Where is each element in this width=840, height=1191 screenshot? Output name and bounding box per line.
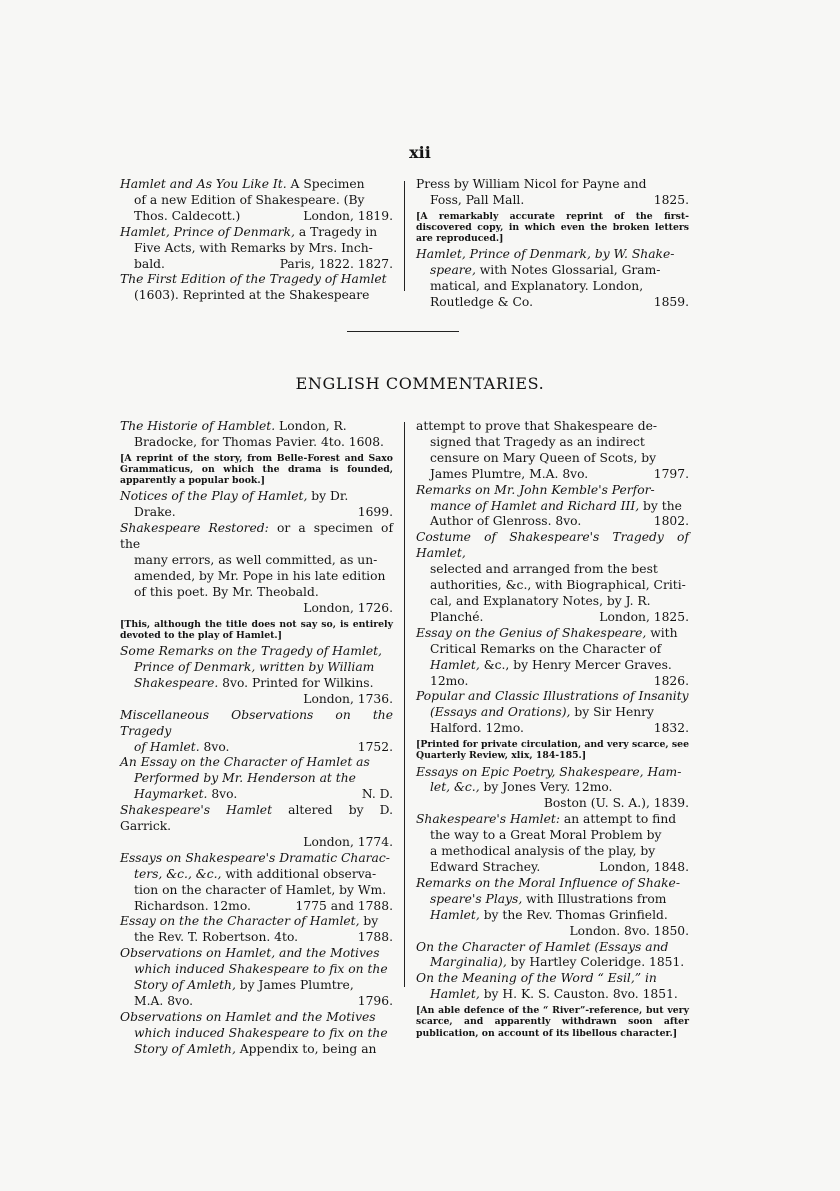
bibliography-entry — [416, 177, 689, 209]
entry-line — [416, 247, 689, 263]
entry-line — [120, 867, 393, 883]
entry-text: censure on Mary Queen of Scots, by — [430, 450, 657, 465]
entry-title: Observations on Hamlet and the Motives — [120, 1009, 376, 1024]
bibliography-entry — [120, 177, 393, 225]
entry-text: London, 1726. — [303, 600, 393, 615]
entry-line — [416, 530, 689, 562]
entry-text: by — [359, 914, 379, 929]
entry-title: The Historie of Hamblet. — [120, 419, 276, 433]
entry-text: with additional observa- — [221, 866, 377, 881]
entry-line — [416, 674, 689, 690]
bibliography-note: [A remarkably accurate reprint of the first-discovered copy, in which even the broken letters are reproduced.] — [416, 210, 689, 245]
entry-date: N. D. — [361, 787, 393, 802]
entry-line — [120, 288, 393, 304]
entry-line — [120, 419, 393, 435]
entry-title: Notices of the Play of Hamlet, — [120, 489, 308, 504]
entry-title: Marginalia), — [430, 955, 507, 970]
entry-line — [416, 626, 689, 642]
bottom-left-column — [120, 419, 393, 1058]
page-number: xii — [409, 143, 431, 162]
bibliography-note: [This, although the title does not say so, is entirely devoted to the play of Hamlet.] — [120, 618, 393, 641]
entry-line — [120, 708, 393, 740]
section-rule — [347, 331, 459, 332]
entry-date: 1796. — [357, 994, 393, 1009]
entry-text: with Notes Glossarial, Gram- — [475, 263, 661, 278]
entry-title: On the Meaning of the Word “ Esil,” in — [416, 971, 657, 986]
bibliography-entry — [120, 708, 393, 756]
entry-text: Appendix to, being an — [235, 1041, 377, 1056]
entry-line — [416, 594, 689, 610]
entry-line — [120, 521, 393, 553]
entry-text: selected and arranged from the best — [430, 562, 658, 577]
entry-title: Story of Amleth, — [134, 1041, 236, 1056]
entry-title: Essay on the the Character of Hamlet, — [120, 914, 360, 929]
entry-line — [416, 780, 689, 796]
bibliography-note: [An able defence of the “ River”-reference, but very scarce, and apparently withdrawn soon after publication, on account of its libellous character.] — [416, 1005, 689, 1039]
entry-text: London, 1736. — [303, 691, 393, 706]
entry-line — [120, 899, 393, 915]
entry-title: Essays on Epic Poetry, Shakespeare, Ham- — [416, 764, 682, 779]
entry-text: altered by D. Garrick. — [120, 803, 393, 834]
entry-line — [416, 924, 689, 940]
entry-date: 1825. — [653, 192, 689, 207]
entry-title: The First Edition of the Tragedy of Hamlet — [120, 272, 387, 287]
entry-title: Hamlet, — [430, 907, 480, 922]
entry-title: speare, — [430, 263, 476, 278]
entry-title: Shakespeare Restored: — [120, 521, 269, 536]
entry-title: mance of Hamlet and Richard III, — [430, 498, 640, 513]
entry-line — [416, 955, 689, 971]
entry-line — [120, 257, 393, 273]
entry-title: Hamlet, Prince of Denmark, — [120, 224, 295, 239]
entry-line — [416, 844, 689, 860]
entry-text: by Jones Very. 12mo. — [479, 780, 613, 795]
entry-text: Critical Remarks on the Character of — [430, 641, 662, 656]
entry-line — [120, 692, 393, 708]
entry-text: of a new Edition of Shakespeare. (By — [134, 192, 365, 207]
entry-text: the way to a Great Moral Problem by — [430, 828, 662, 843]
entry-line — [120, 209, 393, 225]
bibliography-entry — [416, 940, 689, 972]
entry-text: with Illustrations from — [522, 891, 667, 906]
entry-title: Some Remarks on the Tragedy of Hamlet, — [120, 644, 382, 659]
entry-date: London, 1825. — [599, 609, 689, 624]
entry-line — [120, 787, 393, 803]
entry-text: James Plumtre, M.A. 8vo. — [430, 466, 589, 481]
section-heading: ENGLISH COMMENTARIES. — [295, 374, 545, 393]
bibliography-entry — [120, 521, 393, 616]
entry-line — [120, 601, 393, 617]
entry-line — [416, 860, 689, 876]
entry-text: Routledge & Co. — [430, 295, 534, 310]
bibliography-entry — [416, 876, 689, 940]
entry-text: many errors, as well committed, as un- — [134, 553, 378, 568]
entry-line — [120, 569, 393, 585]
entry-text: London, 1774. — [303, 834, 393, 849]
entry-line — [416, 295, 689, 311]
entry-date: 1859. — [653, 295, 689, 310]
entry-text: Drake. — [134, 505, 176, 520]
entry-line — [416, 177, 689, 193]
entry-text: London. 8vo. 1850. — [569, 923, 689, 938]
entry-text: a Tragedy in — [294, 224, 378, 239]
entry-line — [120, 585, 393, 601]
entry-text: by the Rev. Thomas Grinfield. — [479, 907, 668, 922]
entry-text: by H. K. S. Causton. 8vo. 1851. — [479, 987, 678, 1002]
entry-line — [416, 642, 689, 658]
entry-title: speare's Plays, — [430, 891, 523, 906]
entry-line — [416, 514, 689, 530]
entry-text: Halford. 12mo. — [430, 721, 524, 736]
entry-date: London, 1819. — [303, 208, 393, 223]
entry-line — [416, 562, 689, 578]
entry-line — [120, 930, 393, 946]
bibliography-entry — [416, 765, 689, 813]
entry-line — [120, 914, 393, 930]
entry-text: Planché. — [430, 609, 484, 624]
entry-text: or a specimen of the — [120, 521, 393, 552]
bibliography-entry — [416, 530, 689, 625]
entry-line — [416, 419, 689, 435]
bibliography-entry — [416, 689, 689, 737]
entry-line — [120, 676, 393, 692]
entry-text: M.A. 8vo. — [134, 994, 194, 1009]
entry-title: Observations on Hamlet, and the Motives — [120, 946, 380, 961]
entry-line — [416, 987, 689, 1003]
bibliography-entry — [120, 419, 393, 451]
entry-title: Remarks on Mr. John Kemble's Perfor- — [416, 482, 655, 497]
entry-line — [416, 193, 689, 209]
column-divider-top — [404, 181, 405, 291]
entry-text: Author of Glenross. 8vo. — [430, 514, 582, 529]
entry-line — [120, 740, 393, 756]
entry-line — [120, 225, 393, 241]
entry-date: 1797. — [653, 466, 689, 481]
bibliography-entry — [416, 483, 689, 531]
entry-text: Foss, Pall Mall. — [430, 192, 525, 207]
entry-line — [416, 908, 689, 924]
entry-date: London, 1848. — [599, 859, 689, 874]
entry-line — [416, 467, 689, 483]
entry-title: Popular and Classic Illustrations of Insanity — [416, 689, 689, 704]
entry-text: by Hartley Coleridge. 1851. — [506, 955, 685, 970]
entry-text: attempt to prove that Shakespeare de- — [416, 419, 658, 433]
entry-text: cal, and Explanatory Notes, by J. R. — [430, 593, 651, 608]
entry-line — [416, 263, 689, 279]
entry-line — [416, 971, 689, 987]
entry-line — [416, 876, 689, 892]
entry-title: which induced Shakespeare to fix on the — [134, 1025, 388, 1040]
entry-line — [120, 489, 393, 505]
bibliography-entry — [416, 971, 689, 1003]
bibliography-entry — [416, 247, 689, 311]
entry-text: 8vo. — [207, 787, 238, 802]
entry-date: 1752. — [357, 739, 393, 754]
entry-title: Shakespeare. — [134, 675, 219, 690]
entry-line — [120, 755, 393, 771]
entry-line — [120, 644, 393, 660]
entry-line — [416, 765, 689, 781]
entry-text: amended, by Mr. Pope in his late edition — [134, 568, 386, 583]
entry-text: Richardson. 12mo. — [134, 898, 251, 913]
bibliography-entry — [120, 803, 393, 851]
column-divider-bottom — [404, 422, 405, 987]
entry-title: Shakespeare's Hamlet — [120, 803, 273, 818]
entry-line — [120, 435, 393, 451]
entry-line — [120, 803, 393, 835]
entry-text: Boston (U. S. A.), 1839. — [543, 796, 689, 811]
entry-text: by the — [639, 498, 682, 513]
entry-text: signed that Tragedy as an indirect — [430, 434, 645, 449]
bibliography-entry — [120, 946, 393, 1010]
entry-title: Performed by Mr. Henderson at the — [134, 771, 356, 786]
entry-date: 1699. — [357, 505, 393, 520]
entry-date: 1802. — [653, 514, 689, 529]
entry-line — [416, 658, 689, 674]
entry-date: 1775 and 1788. — [295, 898, 393, 913]
entry-line — [120, 946, 393, 962]
bibliography-note: [A reprint of the story, from Belle-Forest and Saxo Grammaticus, on which the drama is founded, apparently a popular book.] — [120, 452, 393, 487]
entry-line — [416, 451, 689, 467]
entry-text: Edward Strachey. — [430, 859, 541, 874]
entry-date: 1832. — [653, 721, 689, 736]
entry-text: by James Plumtre, — [235, 978, 354, 993]
top-right-column — [416, 177, 689, 311]
entry-line — [120, 1026, 393, 1042]
entry-date: 1826. — [653, 673, 689, 688]
bottom-right-column — [416, 419, 689, 1042]
entry-title: Miscellaneous Observations on the Tragedy — [120, 707, 393, 738]
entry-title: Hamlet and As You Like It. — [120, 177, 287, 191]
entry-line — [120, 505, 393, 521]
entry-line — [120, 241, 393, 257]
bibliography-entry — [120, 489, 393, 521]
entry-text: London, R. — [275, 419, 347, 433]
entry-text: with — [646, 625, 678, 640]
entry-text: 12mo. — [430, 673, 469, 688]
bibliography-entry — [416, 419, 689, 483]
entry-line — [120, 962, 393, 978]
entry-line — [416, 279, 689, 295]
entry-line — [416, 689, 689, 705]
entry-line — [120, 978, 393, 994]
entry-title: Hamlet, — [430, 987, 480, 1002]
entry-text: 8vo. — [199, 739, 230, 754]
entry-line — [416, 435, 689, 451]
entry-title: which induced Shakespeare to fix on the — [134, 962, 388, 977]
entry-line — [120, 883, 393, 899]
entry-title: of Hamlet. — [134, 739, 200, 754]
entry-text: an attempt to find — [559, 812, 677, 827]
entry-title: Hamlet, — [430, 657, 480, 672]
bibliography-entry — [120, 755, 393, 803]
entry-title: Essay on the Genius of Shakespeare, — [416, 625, 647, 640]
entry-title: Hamlet, Prince of Denmark, by W. Shake- — [416, 247, 675, 262]
entry-title: Costume of Shakespeare's Tragedy of Hamlet, — [416, 530, 689, 561]
entry-title: On the Character of Hamlet (Essays and — [416, 939, 669, 954]
entry-text: A Specimen — [286, 177, 365, 191]
entry-title: Shakespeare's Hamlet: — [416, 812, 560, 827]
entry-line — [120, 193, 393, 209]
entry-line — [120, 660, 393, 676]
bibliography-entry — [120, 272, 393, 304]
entry-title: An Essay on the Character of Hamlet as — [120, 755, 370, 770]
bibliography-entry — [120, 225, 393, 273]
bibliography-entry — [416, 812, 689, 876]
entry-text: by Dr. — [307, 489, 349, 504]
entry-line — [416, 940, 689, 956]
entry-line — [416, 705, 689, 721]
entry-title: ters, &c., &c., — [134, 866, 222, 881]
entry-line — [416, 483, 689, 499]
entry-title: Remarks on the Moral Influence of Shake- — [416, 875, 680, 890]
entry-text: Bradocke, for Thomas Pavier. 4to. 1608. — [134, 434, 384, 449]
entry-line — [416, 828, 689, 844]
entry-text: the Rev. T. Robertson. 4to. — [134, 930, 299, 945]
entry-line — [120, 1042, 393, 1058]
entry-title: let, &c., — [430, 780, 480, 795]
entry-text: by Sir Henry — [570, 705, 654, 720]
entry-line — [416, 721, 689, 737]
entry-title: Essays on Shakespeare's Dramatic Charac- — [120, 850, 390, 865]
entry-text: 8vo. Printed for Wilkins. — [218, 675, 374, 690]
entry-line — [120, 177, 393, 193]
entry-text: (1603). Reprinted at the Shakespeare — [134, 288, 370, 303]
entry-text: Press by William Nicol for Payne and — [416, 177, 647, 191]
bibliography-entry — [120, 851, 393, 915]
entry-title: Story of Amleth, — [134, 978, 236, 993]
entry-line — [120, 835, 393, 851]
entry-text: bald. — [134, 256, 165, 271]
entry-line — [416, 892, 689, 908]
bibliography-entry — [416, 626, 689, 690]
bibliography-note: [Printed for private circulation, and very scarce, see Quarterly Review, xlix, 184-185.] — [416, 739, 689, 762]
entry-line — [416, 812, 689, 828]
entry-text: Thos. Caldecott.) — [134, 208, 241, 223]
entry-line — [120, 553, 393, 569]
entry-text: matical, and Explanatory. London, — [430, 279, 644, 294]
entry-line — [120, 771, 393, 787]
entry-line — [416, 610, 689, 626]
entry-title: Prince of Denmark, written by William — [134, 659, 375, 674]
bibliography-entry — [120, 644, 393, 708]
top-left-column — [120, 177, 393, 304]
bibliography-entry — [120, 1010, 393, 1058]
entry-text: authorities, &c., with Biographical, Criti- — [430, 578, 686, 593]
entry-line — [120, 1010, 393, 1026]
entry-date: 1788. — [357, 930, 393, 945]
entry-text: of this poet. By Mr. Theobald. — [134, 584, 319, 599]
entry-line — [120, 851, 393, 867]
entry-line — [416, 499, 689, 515]
entry-text: a methodical analysis of the play, by — [430, 844, 656, 859]
entry-date: Paris, 1822. 1827. — [279, 256, 393, 271]
entry-title: (Essays and Orations), — [430, 705, 571, 720]
entry-text: Five Acts, with Remarks by Mrs. Inch- — [134, 240, 373, 255]
entry-line — [120, 994, 393, 1010]
bibliography-entry — [120, 914, 393, 946]
entry-text: &c., by Henry Mercer Graves. — [479, 657, 672, 672]
entry-line — [416, 578, 689, 594]
entry-text: tion on the character of Hamlet, by Wm. — [134, 882, 387, 897]
entry-line — [120, 272, 393, 288]
entry-title: Haymarket. — [134, 787, 208, 802]
entry-line — [416, 796, 689, 812]
